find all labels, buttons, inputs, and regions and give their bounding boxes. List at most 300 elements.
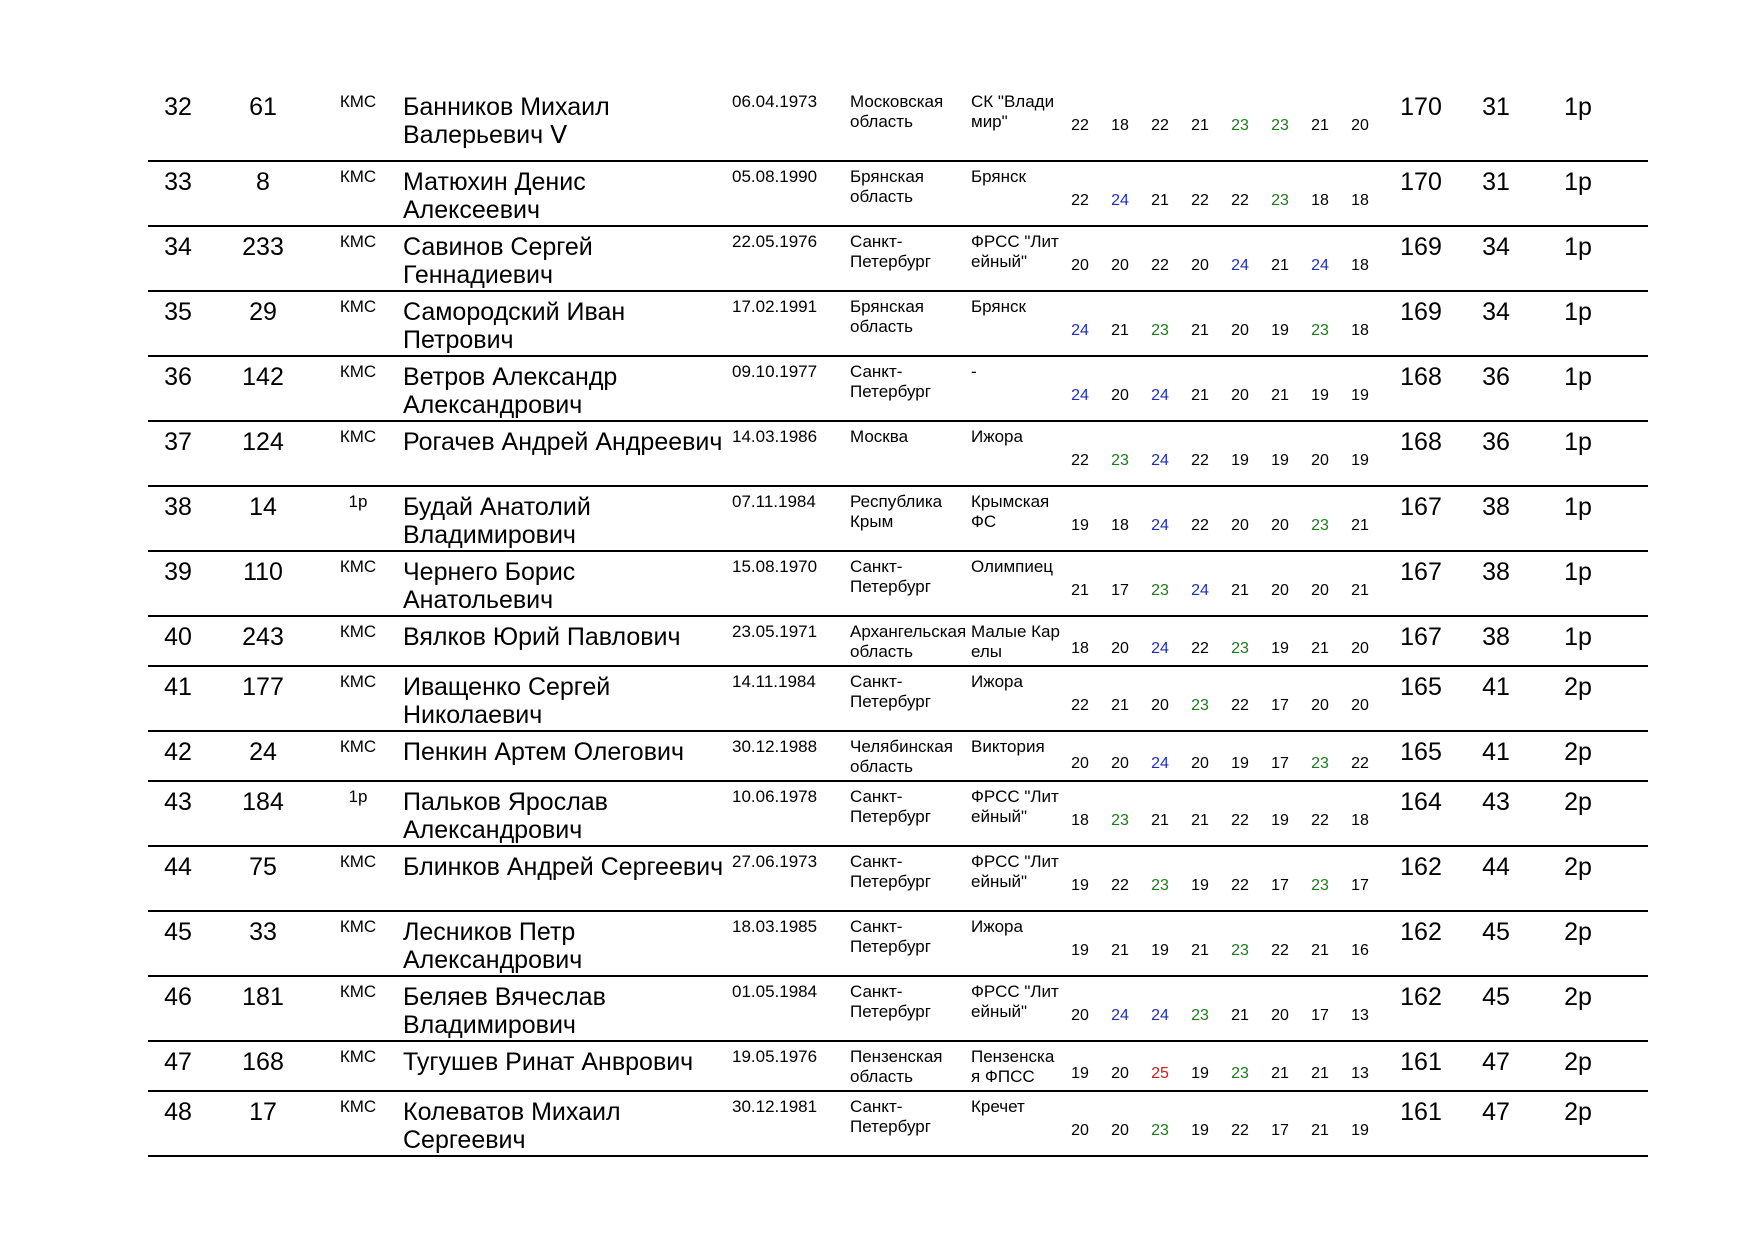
- bib-number: 110: [243, 558, 283, 586]
- athlete-name: Будай Анатолий Владимирович: [403, 493, 591, 549]
- sport-rank: КМС: [339, 917, 377, 936]
- series-score: 20: [1111, 1065, 1129, 1082]
- position: 47: [1482, 1048, 1510, 1076]
- series-score: 20: [1271, 1007, 1289, 1024]
- region: Санкт-Петербург: [850, 787, 931, 826]
- series-score: 20: [1111, 1122, 1129, 1139]
- series-scores: [1060, 877, 1380, 895]
- place-cell: 46: [164, 983, 192, 1011]
- series-score: 21: [1191, 942, 1209, 959]
- series-scores: [1060, 517, 1380, 535]
- athlete-name: Самородский Иван Петрович: [403, 298, 626, 354]
- birth-date: 10.06.1978: [732, 787, 818, 806]
- athlete-name: Колеватов Михаил Сергеевич: [403, 1098, 621, 1154]
- region: Республика Крым: [850, 492, 943, 531]
- club: Ижора: [971, 672, 1023, 691]
- series-score: 20: [1191, 257, 1209, 274]
- total-score: 165: [1400, 673, 1442, 701]
- region: Пензенская область: [850, 1047, 943, 1086]
- series-score: 22: [1231, 697, 1249, 714]
- category: 2р: [1564, 673, 1592, 701]
- series-score: 21: [1111, 697, 1129, 714]
- series-score: 21: [1311, 640, 1329, 657]
- birth-date: 27.06.1973: [732, 852, 818, 871]
- series-score: 20: [1111, 387, 1129, 404]
- sport-rank: КМС: [339, 982, 377, 1001]
- series-score: 19: [1071, 1065, 1089, 1082]
- sport-rank: 1р: [348, 787, 368, 806]
- sport-rank: КМС: [339, 672, 377, 691]
- series-score: 23: [1231, 942, 1249, 959]
- total-score: 167: [1400, 493, 1442, 521]
- series-scores: [1060, 257, 1380, 275]
- series-score: 19: [1191, 1122, 1209, 1139]
- series-score: 19: [1151, 942, 1169, 959]
- birth-date: 22.05.1976: [732, 232, 818, 251]
- series-scores: [1060, 812, 1380, 830]
- series-scores: [1060, 640, 1380, 658]
- bib-number: 184: [242, 788, 284, 816]
- series-score: 21: [1311, 1065, 1329, 1082]
- series-score: 18: [1111, 517, 1129, 534]
- series-score: 22: [1191, 452, 1209, 469]
- series-score: 24: [1311, 257, 1329, 274]
- category: 2р: [1564, 1098, 1592, 1126]
- position: 38: [1482, 493, 1510, 521]
- region: Санкт-Петербург: [850, 917, 931, 956]
- series-scores: [1060, 582, 1380, 600]
- series-score: 22: [1151, 257, 1169, 274]
- position: 45: [1482, 983, 1510, 1011]
- club: Малые Карелы: [971, 622, 1060, 661]
- athlete-name: Ветров Александр Александрович: [403, 363, 618, 419]
- bib-number: 75: [249, 853, 277, 881]
- series-scores: [1060, 192, 1380, 210]
- series-score: 21: [1351, 517, 1369, 534]
- athlete-name: Чернего Борис Анатольевич: [403, 558, 576, 614]
- club: Крымская ФС: [971, 492, 1050, 531]
- series-score: 24: [1111, 1007, 1129, 1024]
- birth-date: 14.03.1986: [732, 427, 818, 446]
- club: Брянск: [971, 167, 1026, 186]
- position: 31: [1482, 168, 1510, 196]
- series-score: 13: [1351, 1065, 1369, 1082]
- birth-date: 19.05.1976: [732, 1047, 818, 1066]
- series-score: 22: [1231, 812, 1249, 829]
- sport-rank: КМС: [339, 1047, 377, 1066]
- position: 34: [1482, 233, 1510, 261]
- series-score: 23: [1271, 192, 1289, 209]
- series-score: 20: [1231, 387, 1249, 404]
- category: 1р: [1564, 363, 1592, 391]
- bib-number: 24: [249, 738, 277, 766]
- club: СК "Владимир": [971, 92, 1055, 131]
- series-score: 23: [1311, 877, 1329, 894]
- position: 36: [1482, 363, 1510, 391]
- series-score: 19: [1231, 755, 1249, 772]
- series-score: 22: [1071, 192, 1089, 209]
- place-cell: 41: [164, 673, 192, 701]
- series-score: 21: [1311, 1122, 1329, 1139]
- place-cell: 47: [164, 1048, 192, 1076]
- category: 2р: [1564, 788, 1592, 816]
- series-score: 19: [1071, 877, 1089, 894]
- series-score: 21: [1191, 387, 1209, 404]
- category: 2р: [1564, 983, 1592, 1011]
- series-score: 19: [1271, 322, 1289, 339]
- series-score: 23: [1191, 697, 1209, 714]
- series-score: 23: [1111, 452, 1129, 469]
- sport-rank: КМС: [339, 232, 377, 251]
- region: Санкт-Петербург: [850, 982, 931, 1021]
- place-cell: 36: [164, 363, 192, 391]
- athlete-name: Вялков Юрий Павлович: [403, 623, 681, 651]
- sport-rank: КМС: [339, 852, 377, 871]
- table-row: [148, 162, 1648, 227]
- place-cell: 42: [164, 738, 192, 766]
- club: Кречет: [971, 1097, 1025, 1116]
- bib-number: 233: [242, 233, 284, 261]
- series-score: 21: [1311, 117, 1329, 134]
- series-score: 24: [1071, 322, 1089, 339]
- series-score: 20: [1311, 582, 1329, 599]
- bib-number: 124: [242, 428, 284, 456]
- series-score: 24: [1071, 387, 1089, 404]
- athlete-name: Савинов Сергей Геннадиевич: [403, 233, 593, 289]
- series-score: 22: [1151, 117, 1169, 134]
- series-scores: [1060, 387, 1380, 405]
- sport-rank: КМС: [339, 362, 377, 381]
- region: Челябинская область: [850, 737, 953, 776]
- total-score: 168: [1400, 363, 1442, 391]
- region: Московская область: [850, 92, 944, 131]
- series-score: 20: [1071, 1122, 1089, 1139]
- bib-number: 8: [256, 168, 270, 196]
- place-cell: 43: [164, 788, 192, 816]
- series-score: 21: [1071, 582, 1089, 599]
- series-score: 21: [1231, 582, 1249, 599]
- series-score: 18: [1351, 812, 1369, 829]
- series-score: 20: [1071, 257, 1089, 274]
- athlete-name: Беляев Вячеслав Владимирович: [403, 983, 606, 1039]
- athlete-name: Пенкин Артем Олегович: [403, 738, 684, 766]
- region: Санкт-Петербург: [850, 557, 931, 596]
- series-score: 21: [1231, 1007, 1249, 1024]
- series-score: 19: [1271, 812, 1289, 829]
- series-score: 20: [1111, 640, 1129, 657]
- sport-rank: КМС: [339, 557, 377, 576]
- series-score: 23: [1311, 517, 1329, 534]
- birth-date: 18.03.1985: [732, 917, 818, 936]
- club: ФРСС "Литейный": [971, 982, 1059, 1021]
- table-row: [148, 977, 1648, 1042]
- series-score: 22: [1071, 117, 1089, 134]
- region: Москва: [850, 427, 909, 446]
- total-score: 161: [1400, 1048, 1442, 1076]
- total-score: 169: [1400, 233, 1442, 261]
- series-score: 18: [1351, 322, 1369, 339]
- series-scores: [1060, 697, 1380, 715]
- table-row: [148, 732, 1648, 782]
- series-score: 22: [1111, 877, 1129, 894]
- birth-date: 07.11.1984: [732, 492, 816, 511]
- sport-rank: КМС: [339, 427, 377, 446]
- series-score: 17: [1271, 1122, 1289, 1139]
- athlete-name: Матюхин Денис Алексеевич: [403, 168, 586, 224]
- athlete-name: Иващенко Сергей Николаевич: [403, 673, 611, 729]
- total-score: 167: [1400, 558, 1442, 586]
- series-score: 19: [1351, 387, 1369, 404]
- region: Санкт-Петербург: [850, 232, 931, 271]
- bib-number: 17: [249, 1098, 277, 1126]
- category: 1р: [1564, 93, 1592, 121]
- series-score: 20: [1351, 117, 1369, 134]
- position: 44: [1482, 853, 1510, 881]
- position: 47: [1482, 1098, 1510, 1126]
- athlete-name: Тугушев Ринат Анврович: [403, 1048, 694, 1076]
- table-row: [148, 912, 1648, 977]
- category: 1р: [1564, 168, 1592, 196]
- club: ФРСС "Литейный": [971, 787, 1059, 826]
- series-score: 20: [1111, 755, 1129, 772]
- club: Ижора: [971, 917, 1023, 936]
- table-row: [148, 357, 1648, 422]
- category: 1р: [1564, 298, 1592, 326]
- series-score: 18: [1351, 192, 1369, 209]
- series-score: 19: [1351, 452, 1369, 469]
- table-row: [148, 782, 1648, 847]
- series-score: 24: [1191, 582, 1209, 599]
- birth-date: 09.10.1977: [732, 362, 818, 381]
- position: 41: [1482, 738, 1510, 766]
- position: 43: [1482, 788, 1510, 816]
- series-score: 24: [1151, 640, 1169, 657]
- category: 2р: [1564, 918, 1592, 946]
- series-score: 23: [1271, 117, 1289, 134]
- place-cell: 34: [164, 233, 192, 261]
- region: Санкт-Петербург: [850, 672, 931, 711]
- series-score: 21: [1271, 1065, 1289, 1082]
- series-scores: [1060, 1065, 1380, 1083]
- series-score: 17: [1351, 877, 1369, 894]
- category: 2р: [1564, 738, 1592, 766]
- series-score: 23: [1151, 877, 1169, 894]
- athlete-name: Пальков Ярослав Александрович: [403, 788, 608, 844]
- series-score: 22: [1071, 697, 1089, 714]
- series-score: 20: [1071, 1007, 1089, 1024]
- series-score: 17: [1111, 582, 1129, 599]
- total-score: 162: [1400, 918, 1442, 946]
- bib-number: 29: [249, 298, 277, 326]
- series-score: 22: [1071, 452, 1089, 469]
- position: 36: [1482, 428, 1510, 456]
- series-scores: [1060, 1007, 1380, 1025]
- series-score: 19: [1271, 452, 1289, 469]
- series-score: 23: [1311, 755, 1329, 772]
- region: Брянская область: [850, 297, 924, 336]
- series-score: 22: [1231, 192, 1249, 209]
- series-score: 20: [1191, 755, 1209, 772]
- position: 31: [1482, 93, 1510, 121]
- table-row: [148, 487, 1648, 552]
- series-scores: [1060, 117, 1380, 135]
- birth-date: 30.12.1981: [732, 1097, 818, 1116]
- club: Пензенская ФПСС: [971, 1047, 1055, 1086]
- series-score: 24: [1151, 1007, 1169, 1024]
- category: 2р: [1564, 853, 1592, 881]
- series-score: 23: [1191, 1007, 1209, 1024]
- series-score: 18: [1071, 640, 1089, 657]
- club: -: [971, 362, 977, 381]
- bib-number: 243: [242, 623, 284, 651]
- series-score: 24: [1231, 257, 1249, 274]
- place-cell: 32: [164, 93, 192, 121]
- position: 34: [1482, 298, 1510, 326]
- category: 1р: [1564, 428, 1592, 456]
- birth-date: 14.11.1984: [732, 672, 816, 691]
- series-score: 21: [1191, 322, 1209, 339]
- bib-number: 14: [249, 493, 277, 521]
- series-score: 22: [1231, 877, 1249, 894]
- series-score: 17: [1271, 755, 1289, 772]
- series-score: 13: [1351, 1007, 1369, 1024]
- total-score: 162: [1400, 983, 1442, 1011]
- series-score: 22: [1351, 755, 1369, 772]
- series-score: 20: [1231, 322, 1249, 339]
- total-score: 162: [1400, 853, 1442, 881]
- table-row: [148, 1092, 1648, 1157]
- birth-date: 17.02.1991: [732, 297, 818, 316]
- category: 2р: [1564, 1048, 1592, 1076]
- series-score: 23: [1231, 117, 1249, 134]
- series-score: 20: [1111, 257, 1129, 274]
- series-score: 21: [1151, 812, 1169, 829]
- place-cell: 35: [164, 298, 192, 326]
- club: ФРСС "Литейный": [971, 232, 1059, 271]
- bib-number: 181: [242, 983, 284, 1011]
- series-score: 22: [1191, 640, 1209, 657]
- series-score: 23: [1111, 812, 1129, 829]
- series-score: 17: [1311, 1007, 1329, 1024]
- series-score: 23: [1231, 1065, 1249, 1082]
- series-score: 18: [1351, 257, 1369, 274]
- athlete-name: Банников Михаил Валерьевич ᐯ: [403, 93, 610, 149]
- club: Виктория: [971, 737, 1045, 756]
- place-cell: 39: [164, 558, 192, 586]
- series-score: 23: [1231, 640, 1249, 657]
- series-score: 19: [1071, 517, 1089, 534]
- table-row: [148, 1042, 1648, 1092]
- birth-date: 30.12.1988: [732, 737, 818, 756]
- series-score: 21: [1111, 322, 1129, 339]
- series-score: 21: [1271, 387, 1289, 404]
- birth-date: 06.04.1973: [732, 92, 818, 111]
- sport-rank: КМС: [339, 737, 377, 756]
- series-score: 24: [1151, 517, 1169, 534]
- table-row: [148, 552, 1648, 617]
- bib-number: 177: [242, 673, 284, 701]
- birth-date: 05.08.1990: [732, 167, 818, 186]
- series-scores: [1060, 755, 1380, 773]
- sport-rank: КМС: [339, 622, 377, 641]
- position: 38: [1482, 623, 1510, 651]
- region: Брянская область: [850, 167, 924, 206]
- table-row: [148, 87, 1648, 162]
- position: 38: [1482, 558, 1510, 586]
- region: Санкт-Петербург: [850, 852, 931, 891]
- series-score: 21: [1271, 257, 1289, 274]
- series-score: 19: [1351, 1122, 1369, 1139]
- sport-rank: 1р: [348, 492, 368, 511]
- series-score: 20: [1071, 755, 1089, 772]
- series-scores: [1060, 322, 1380, 340]
- table-row: [148, 667, 1648, 732]
- series-score: 18: [1071, 812, 1089, 829]
- position: 45: [1482, 918, 1510, 946]
- total-score: 169: [1400, 298, 1442, 326]
- series-score: 23: [1151, 582, 1169, 599]
- club: Брянск: [971, 297, 1026, 316]
- series-score: 21: [1151, 192, 1169, 209]
- series-score: 20: [1271, 517, 1289, 534]
- club: Ижора: [971, 427, 1023, 446]
- series-score: 18: [1311, 192, 1329, 209]
- series-scores: [1060, 942, 1380, 960]
- category: 1р: [1564, 558, 1592, 586]
- total-score: 168: [1400, 428, 1442, 456]
- place-cell: 33: [164, 168, 192, 196]
- place-cell: 40: [164, 623, 192, 651]
- bib-number: 61: [249, 93, 277, 121]
- region: Санкт-Петербург: [850, 362, 931, 401]
- category: 1р: [1564, 233, 1592, 261]
- series-score: 23: [1311, 322, 1329, 339]
- series-score: 19: [1231, 452, 1249, 469]
- series-score: 17: [1271, 697, 1289, 714]
- table-row: [148, 227, 1648, 292]
- club: Олимпиец: [971, 557, 1054, 576]
- place-cell: 37: [164, 428, 192, 456]
- series-scores: [1060, 1122, 1380, 1140]
- total-score: 165: [1400, 738, 1442, 766]
- total-score: 170: [1400, 93, 1442, 121]
- position: 41: [1482, 673, 1510, 701]
- category: 1р: [1564, 623, 1592, 651]
- total-score: 161: [1400, 1098, 1442, 1126]
- place-cell: 45: [164, 918, 192, 946]
- series-score: 25: [1151, 1065, 1169, 1082]
- series-score: 20: [1351, 640, 1369, 657]
- series-score: 24: [1151, 452, 1169, 469]
- bib-number: 168: [242, 1048, 284, 1076]
- place-cell: 48: [164, 1098, 192, 1126]
- bib-number: 142: [242, 363, 284, 391]
- bib-number: 33: [249, 918, 277, 946]
- total-score: 170: [1400, 168, 1442, 196]
- series-score: 21: [1191, 117, 1209, 134]
- series-score: 17: [1271, 877, 1289, 894]
- series-score: 22: [1231, 1122, 1249, 1139]
- total-score: 164: [1400, 788, 1442, 816]
- series-score: 22: [1191, 517, 1209, 534]
- series-score: 23: [1151, 1122, 1169, 1139]
- series-score: 21: [1351, 582, 1369, 599]
- series-score: 22: [1271, 942, 1289, 959]
- athlete-name: Лесников Петр Александрович: [403, 918, 583, 974]
- place-cell: 38: [164, 493, 192, 521]
- sport-rank: КМС: [339, 297, 377, 316]
- sport-rank: КМС: [339, 167, 377, 186]
